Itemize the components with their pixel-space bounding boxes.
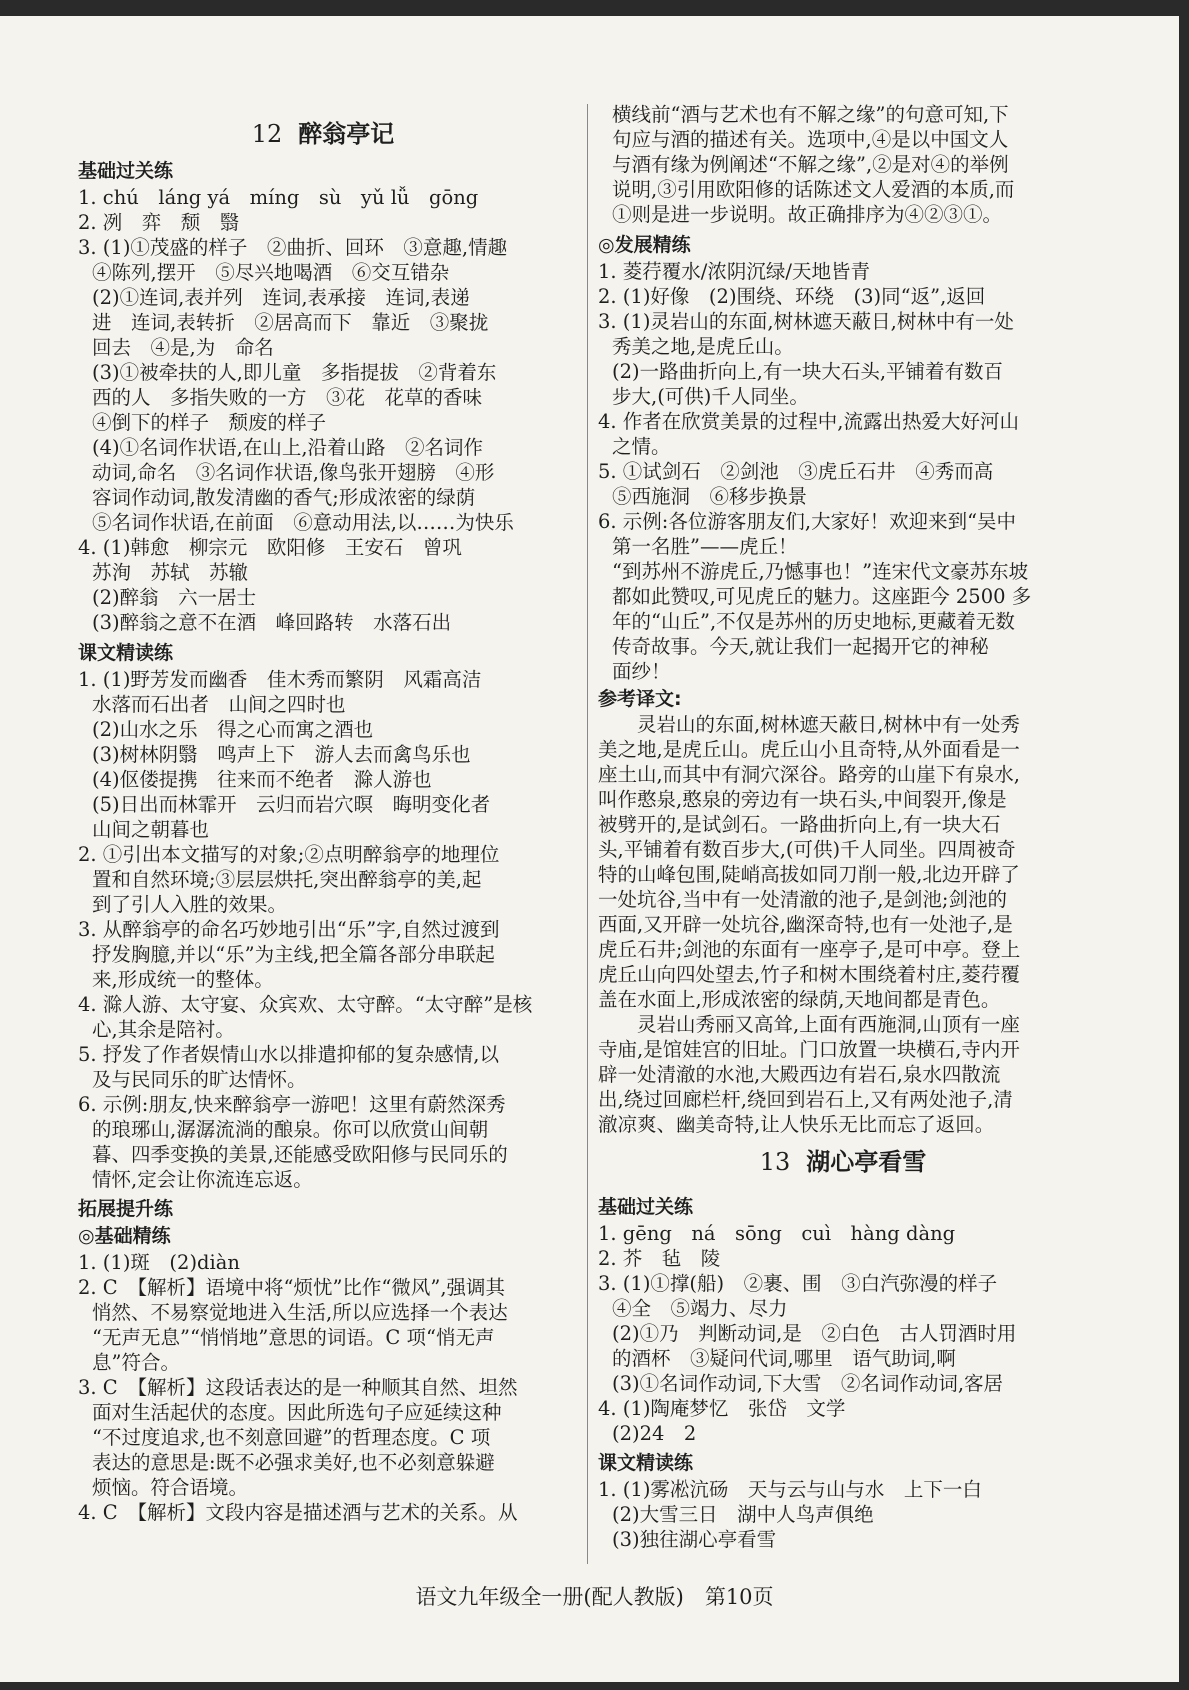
answer-line: 5. ①试剑石 ②剑池 ③虎丘石井 ④秀而高: [598, 460, 994, 483]
answer-line: 3. (1)①茂盛的样子 ②曲折、回环 ③意趣,情趣: [78, 236, 508, 259]
answer-line: 2. C 【解析】语境中将“烦忧”比作“微风”,强调其: [78, 1276, 506, 1299]
section-heading: 基础过关练: [598, 1196, 694, 1218]
answer-line: ⑤西施洞 ⑥移步换景: [612, 485, 808, 508]
translation-line: 澈凉爽、幽美奇特,让人快乐无比而忘了返回。: [598, 1113, 995, 1136]
answer-line: (3)树林阴翳 鸣声上下 游人去而禽鸟乐也: [92, 743, 471, 766]
answer-line: 表达的意思是:既不必强求美好,也不必刻意躲避: [92, 1451, 495, 1474]
answer-line: (2)①连词,表并列 连词,表承接 连词,表递: [92, 286, 470, 309]
translation-line: 叫作憨泉,憨泉的旁边有一块石头,中间裂开,像是: [598, 788, 1007, 811]
answer-line: 秀美之地,是虎丘山。: [612, 335, 794, 358]
lesson-number: 12: [251, 120, 283, 148]
answer-line: “无声无息”“悄悄地”意思的词语。C 项“悄无声: [92, 1326, 495, 1349]
subsection-heading: ◎基础精练: [78, 1225, 171, 1247]
answer-line: 置和自然环境;③层层烘托,突出醉翁亭的美,起: [92, 868, 482, 891]
answer-line: 动词,命名 ③名词作状语,像鸟张开翅膀 ④形: [92, 461, 495, 484]
answer-line: 4. 滁人游、太守宴、众宾欢、太守醉。“太守醉”是核: [78, 993, 533, 1016]
answer-line: “到苏州不游虎丘,乃憾事也！”连宋代文豪苏东坡: [612, 560, 1029, 583]
scan-right-border: [1179, 0, 1189, 1690]
answer-line: (2)24 2: [612, 1422, 697, 1445]
answer-line: 山间之朝暮也: [92, 818, 210, 841]
answer-line: (4)伛偻提携 往来而不绝者 滁人游也: [92, 768, 432, 791]
answer-line: 年的“山丘”,不仅是苏州的历史地标,更藏着无数: [612, 610, 1015, 633]
answer-line: 心,其余是陪衬。: [92, 1018, 235, 1041]
answer-line: 4. (1)陶庵梦忆 张岱 文学: [598, 1397, 846, 1420]
answer-line: ④倒下的样子 颓废的样子: [92, 411, 327, 434]
answer-line: 2. 冽 弈 颓 翳: [78, 211, 240, 234]
answer-line: (5)日出而林霏开 云归而岩穴暝 晦明变化者: [92, 793, 491, 816]
translation-line: 一处坑谷,当中有一处清澈的池子,是剑池;剑池的: [598, 888, 1007, 911]
answer-line: 第一名胜”——虎丘！: [612, 535, 798, 558]
answer-line: 2. 芥 毡 陵: [598, 1247, 721, 1270]
subsection-heading: ◎发展精练: [598, 234, 691, 256]
answer-line: 苏洵 苏轼 苏辙: [92, 561, 249, 584]
section-heading: 课文精读练: [78, 642, 174, 664]
answer-line: ⑤名词作状语,在前面 ⑥意动用法,以……为快乐: [92, 511, 514, 534]
answer-line: 与酒有缘为例阐述“不解之缘”,②是对④的举例: [612, 153, 1009, 176]
answer-line: (4)①名词作状语,在山上,沿着山路 ②名词作: [92, 436, 484, 459]
lesson-name: 醉翁亭记: [298, 120, 395, 148]
answer-line: 3. (1)灵岩山的东面,树林遮天蔽日,树林中有一处: [598, 310, 1014, 333]
answer-line: 到了引人入胜的效果。: [92, 893, 288, 916]
translation-line: 辟一处清澈的水池,大殿西边有岩石,泉水四散流: [598, 1063, 1001, 1086]
answer-line: ④陈列,摆开 ⑤尽兴地喝酒 ⑥交互错杂: [92, 261, 450, 284]
answer-line: ④全 ⑤竭力、尽力: [612, 1297, 788, 1320]
answer-line: 的琅琊山,潺潺流淌的酿泉。你可以欣赏山间朝: [92, 1118, 489, 1141]
answer-line: 悄然、不易察觉地进入生活,所以应选择一个表达: [92, 1301, 508, 1324]
answer-line: 之情。: [612, 435, 671, 458]
answer-line: 2. ①引出本文描写的对象;②点明醉翁亭的地理位: [78, 843, 500, 866]
translation-line: 出,绕过回廊栏杆,绕回到岩石上,又有两处池子,清: [598, 1088, 1013, 1111]
answer-line: 6. 示例:各位游客朋友们,大家好！欢迎来到“吴中: [598, 510, 1017, 533]
answer-line: 1. gēng ná sōng cuì hàng dàng: [598, 1222, 956, 1245]
answer-line: (2)大雪三日 湖中人鸟声俱绝: [612, 1503, 874, 1526]
answer-line: 及与民同乐的旷达情怀。: [92, 1068, 307, 1091]
answer-line: 6. 示例:朋友,快来醉翁亭一游吧！这里有蔚然深秀: [78, 1093, 506, 1116]
answer-line: (3)独往湖心亭看雪: [612, 1528, 777, 1551]
answer-line: 1. (1)斑 (2)diàn: [78, 1251, 240, 1274]
answer-line: 来,形成统一的整体。: [92, 968, 274, 991]
answer-line: 句应与酒的描述有关。选项中,④是以中国文人: [612, 128, 1009, 151]
translation-line: 虎丘山向四处望去,竹子和树木围绕着村庄,菱荇覆: [598, 963, 1020, 986]
answer-line: 4. (1)韩愈 柳宗元 欧阳修 王安石 曾巩: [78, 536, 462, 559]
translation-line: 座土山,而其中有洞穴深谷。路旁的山崖下有泉水,: [598, 763, 1020, 786]
translation-line: 美之地,是虎丘山。虎丘山小且奇特,从外面看是一: [598, 738, 1020, 761]
answer-line: (3)①被牵扶的人,即儿童 多指提拔 ②背着东: [92, 361, 497, 384]
page-footer: 语文九年级全一册(配人教版) 第10页: [415, 1585, 774, 1609]
answer-line: (2)醉翁 六一居士: [92, 586, 257, 609]
answer-line: (3)醉翁之意不在酒 峰回路转 水落石出: [92, 611, 452, 634]
answer-line: 1. chú láng yá míng sù yǔ lǚ gōng: [78, 186, 479, 209]
translation-line: 头,平铺着有数百步大,(可供)千人同坐。四周被奇: [598, 838, 1016, 861]
answer-line: 3. (1)①撑(船) ②裹、围 ③白汽弥漫的样子: [598, 1272, 998, 1295]
translation-line: 寺庙,是馆娃宫的旧址。门口放置一块横石,寺内开: [598, 1038, 1020, 1061]
answer-line: (2)山水之乐 得之心而寓之酒也: [92, 718, 374, 741]
answer-line: 1. (1)雾凇沆砀 天与云与山与水 上下一白: [598, 1478, 982, 1501]
translation-heading: 参考译文:: [598, 688, 682, 710]
lesson-number: 13: [759, 1148, 791, 1176]
answer-line: (2)一路曲折向上,有一块大石头,平铺着有数百: [612, 360, 1004, 383]
answer-line: 步大,(可供)千人同坐。: [612, 385, 809, 408]
answer-line: 都如此赞叹,可见虎丘的魅力。这座距今 2500 多: [612, 585, 1032, 608]
translation-line: 被劈开的,是试剑石。一路曲折向上,有一块大石: [598, 813, 1001, 836]
lesson-name: 湖心亭看雪: [806, 1148, 927, 1176]
answer-line: 横线前“酒与艺术也有不解之缘”的句意可知,下: [612, 103, 1009, 126]
translation-line: 西面,又开辟一处坑谷,幽深奇特,也有一处池子,是: [598, 913, 1013, 936]
answer-line: (2)①乃 判断动词,是 ②白色 古人罚酒时用: [612, 1322, 1017, 1345]
answer-line: 1. (1)野芳发而幽香 佳木秀而繁阴 风霜高洁: [78, 668, 482, 691]
answer-line: 4. 作者在欣赏美景的过程中,流露出热爱大好河山: [598, 410, 1020, 433]
section-heading: 课文精读练: [598, 1452, 694, 1474]
scan-top-border: [0, 0, 1189, 16]
answer-line: 1. 菱荇覆水/浓阴沉绿/天地皆青: [598, 260, 870, 283]
scan-bottom-border: [0, 1682, 1189, 1690]
lesson-12-title: [78, 118, 568, 150]
translation-line: 灵岩山的东面,树林遮天蔽日,树林中有一处秀: [598, 713, 1020, 736]
answer-line: 西的人 多指失败的一方 ③花 花草的香味: [92, 386, 483, 409]
answer-line: 面对生活起伏的态度。因此所选句子应延续这种: [92, 1401, 502, 1424]
answer-line: 息”符合。: [92, 1351, 180, 1374]
answer-line: 说明,③引用欧阳修的话陈述文人爱酒的本质,而: [612, 178, 1015, 201]
translation-line: 虎丘石井;剑池的东面有一座亭子,是可中亭。登上: [598, 938, 1021, 961]
answer-line: 5. 抒发了作者娱情山水以排遣抑郁的复杂感情,以: [78, 1043, 500, 1066]
answer-line: 面纱！: [612, 660, 671, 683]
answer-line: (3)①名词作动词,下大雪 ②名词作动词,客居: [612, 1372, 1004, 1395]
answer-line: 传奇故事。今天,就让我们一起揭开它的神秘: [612, 635, 989, 658]
column-divider: [587, 104, 588, 1564]
lesson-13-title: [598, 1146, 1088, 1178]
answer-line: 2. (1)好像 (2)围绕、环绕 (3)同“返”,返回: [598, 285, 986, 308]
answer-line: ①则是进一步说明。故正确排序为④②③①。: [612, 203, 1003, 226]
answer-line: 抒发胸臆,并以“乐”为主线,把全篇各部分串联起: [92, 943, 495, 966]
translation-line: 盖在水面上,形成浓密的绿荫,天地间都是青色。: [598, 988, 1001, 1011]
section-heading: 基础过关练: [78, 160, 174, 182]
answer-line: 暮、四季变换的美景,还能感受欧阳修与民同乐的: [92, 1143, 508, 1166]
answer-line: 情怀,定会让你流连忘返。: [92, 1168, 313, 1191]
section-heading: 拓展提升练: [78, 1198, 174, 1220]
answer-line: 的酒杯 ③疑问代词,哪里 语气助词,啊: [612, 1347, 956, 1370]
answer-line: 3. 从醉翁亭的命名巧妙地引出“乐”字,自然过渡到: [78, 918, 500, 941]
answer-line: 容词作动词,散发清幽的香气;形成浓密的绿荫: [92, 486, 476, 509]
translation-line: 特的山峰包围,陡峭高拔如同刀削一般,北边开辟了: [598, 863, 1020, 886]
translation-line: 灵岩山秀丽又高耸,上面有西施洞,山顶有一座: [598, 1013, 1020, 1036]
answer-line: 烦恼。符合语境。: [92, 1476, 249, 1499]
answer-line: 进 连词,表转折 ②居高而下 靠近 ③聚拢: [92, 311, 489, 334]
answer-line: 3. C 【解析】这段话表达的是一种顺其自然、坦然: [78, 1376, 518, 1399]
answer-line: 水落而石出者 山间之四时也: [92, 693, 346, 716]
answer-line: “不过度追求,也不刻意回避”的哲理态度。C 项: [92, 1426, 491, 1449]
answer-line: 回去 ④是,为 命名: [92, 336, 274, 359]
answer-line: 4. C 【解析】文段内容是描述酒与艺术的关系。从: [78, 1501, 518, 1524]
